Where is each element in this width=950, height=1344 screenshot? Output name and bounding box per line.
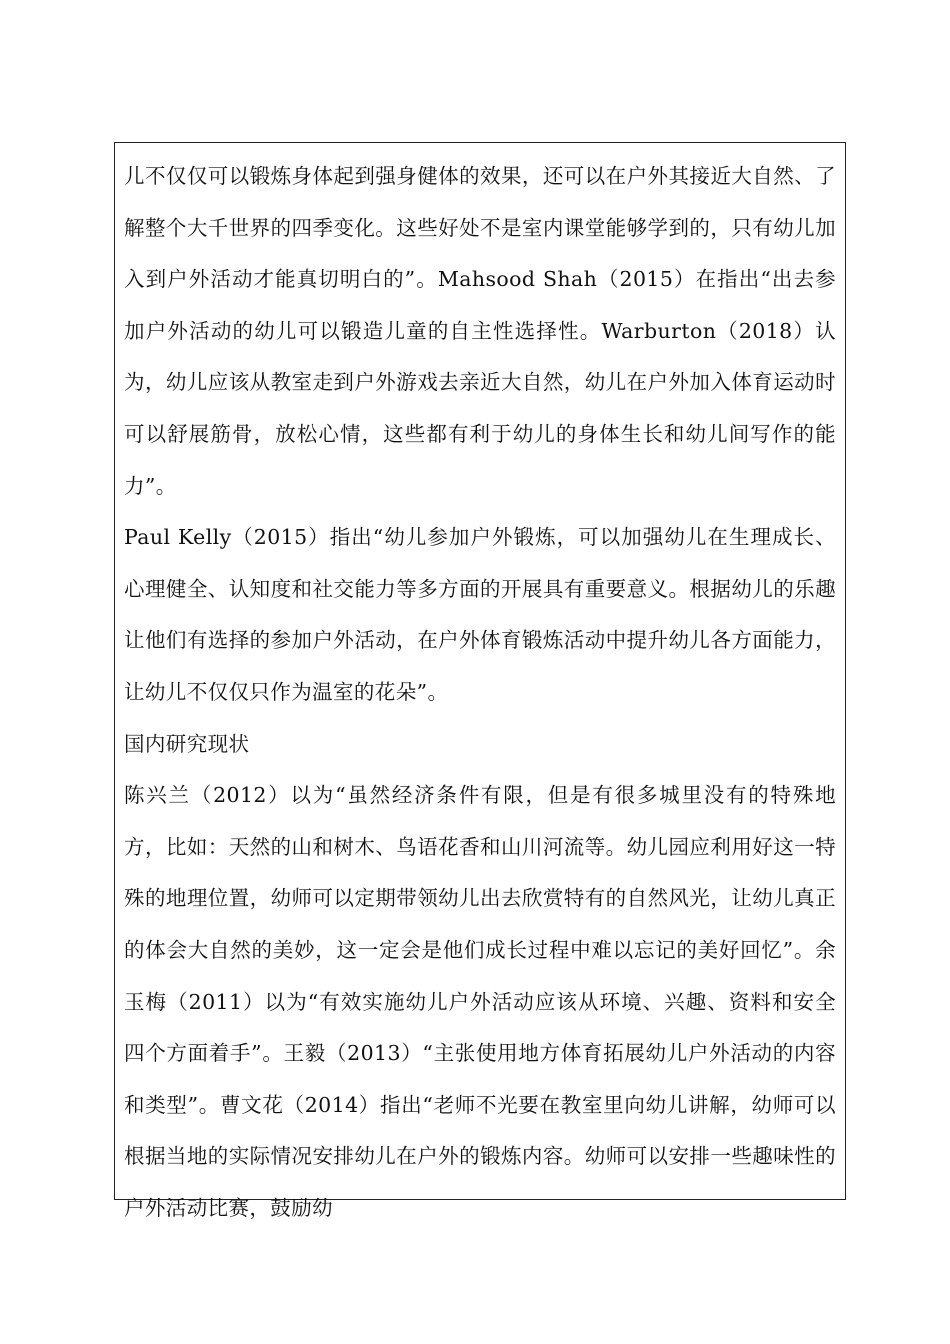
paragraph-foreign-research-2: Paul Kelly（2015）指出“幼儿参加户外锻炼，可以加强幼儿在生理成长、心理健全、认知度和社交能力等多方面的开展具有重要意义。根据幼儿的乐趣让他们有选择的参加户外活动，在户外体育锻炼活动中提升幼儿各方面能力，让幼儿不仅仅只作为温室的花朵”。 (124, 525, 836, 704)
section-heading-domestic-research: 国内研究现状 (124, 731, 250, 756)
paragraph-domestic-research-1: 陈兴兰（2012）以为“虽然经济条件有限，但是有很多城里没有的特殊地方，比如：天然的山和树木、鸟语花香和山川河流等。幼儿园应利用好这一特殊的地理位置，幼师可以定期带领幼儿出去欣赏特有的自然风光，让幼儿真正的体会大自然的美妙，这一定会是他们成长过程中难以忘记的美好回忆”。余玉梅（2011）以为“有效实施幼儿户外活动应该从环境、兴趣、资料和安全四个方面着手”。王毅（2013）“主张使用地方体育拓展幼儿户外活动的内容和类型”。曹文花（2014）指出“老师不光要在教室里向幼儿讲解，幼师可以根据当地的实际情况安排幼儿在户外的锻炼内容。幼师可以安排一些趣味性的户外活动比赛，鼓励幼 (124, 783, 836, 1220)
paragraph-foreign-research-1: 儿不仅仅可以锻炼身体起到强身健体的效果，还可以在户外其接近大自然、了解整个大千世界的四季变化。这些好处不是室内课堂能够学到的，只有幼儿加入到户外活动才能真切明白的”。Mahsood Shah（2015）在指出“出去参加户外活动的幼儿可以锻造儿童的自主性选择性。Warburton（2018）认为，幼儿应该从教室走到户外游戏去亲近大自然，幼儿在户外加入体育运动时可以舒展筋骨，放松心情，这些都有利于幼儿的身体生长和幼儿间写作的能力”。 (124, 164, 836, 498)
text-box-frame (114, 142, 846, 1220)
